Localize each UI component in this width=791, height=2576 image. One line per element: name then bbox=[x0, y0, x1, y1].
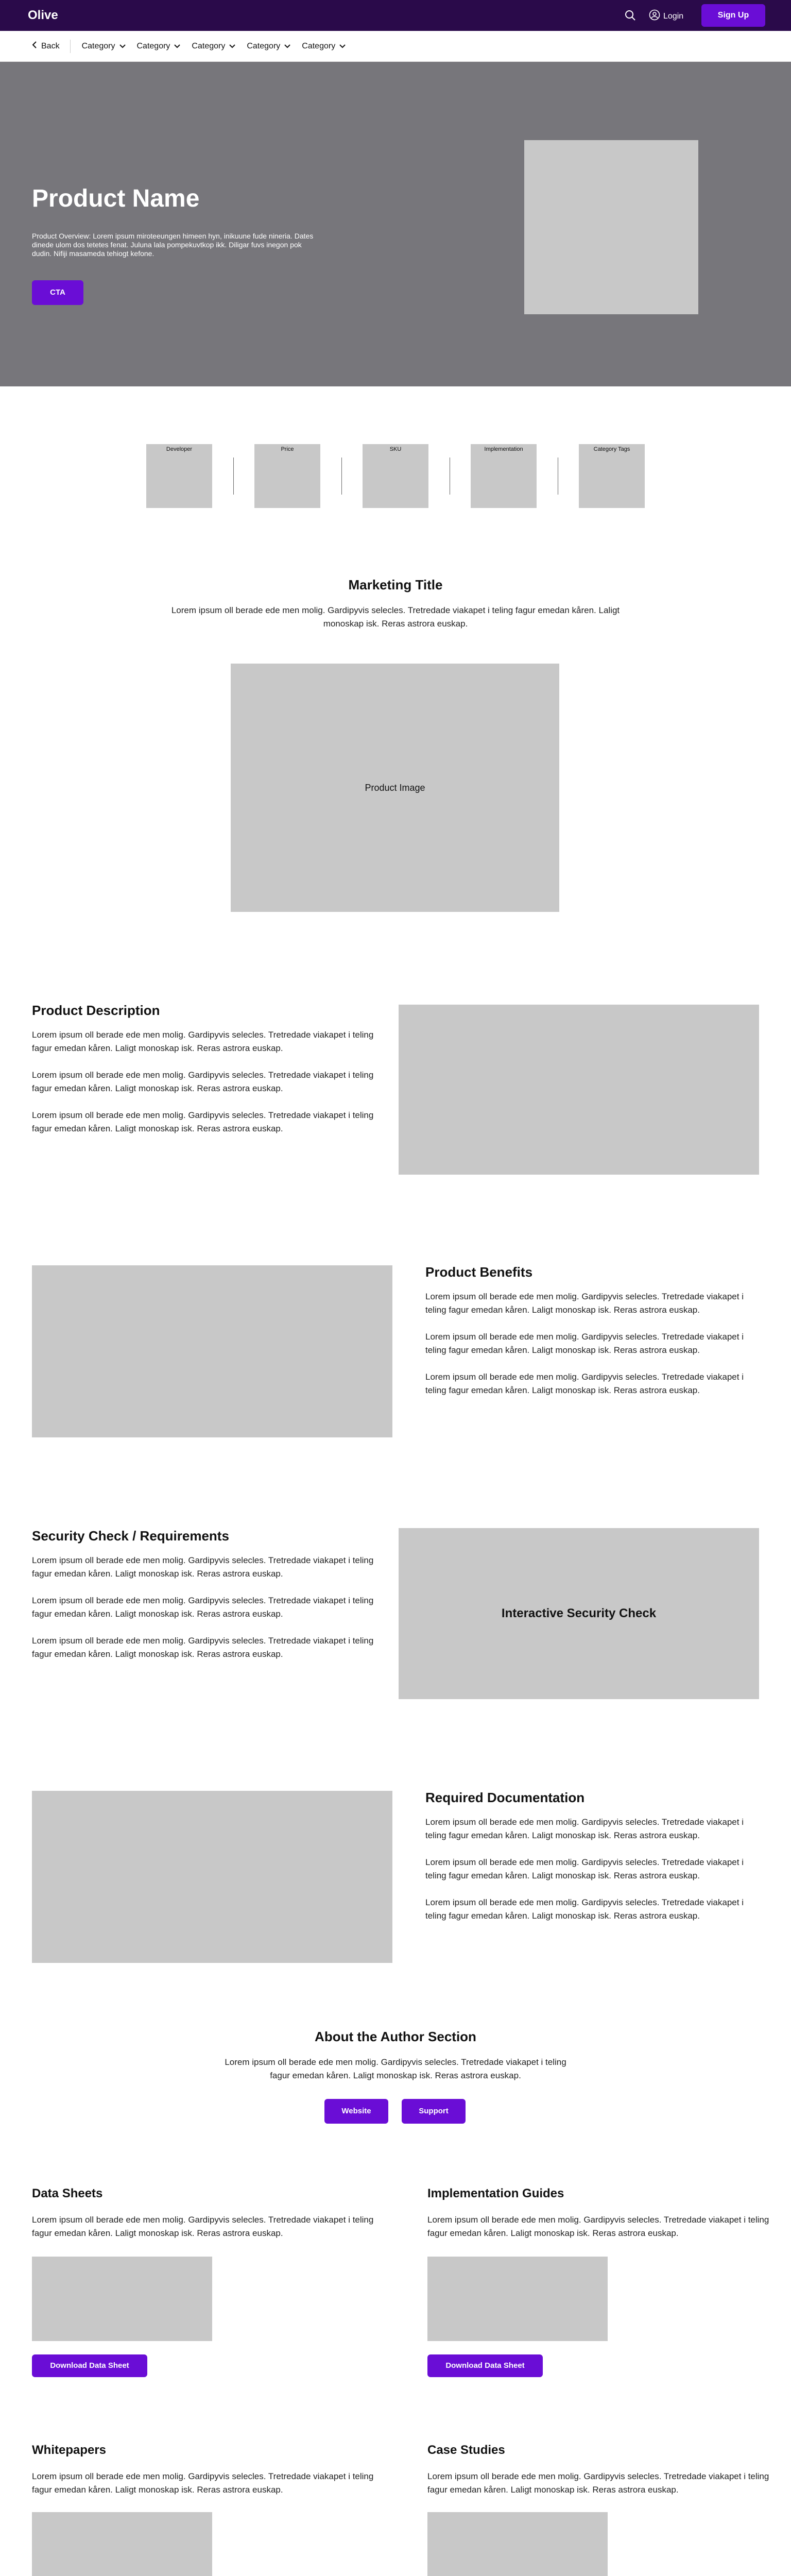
product-image-label: Product Image bbox=[365, 782, 425, 793]
documentation-image bbox=[32, 1791, 392, 1963]
support-button[interactable]: Support bbox=[402, 2099, 466, 2124]
product-benefits-title: Product Benefits bbox=[425, 1264, 533, 1280]
attribute-label: Developer bbox=[166, 446, 193, 452]
security-paragraph: Lorem ipsum oll berade ede men molig. Gardipyvis selecles. Tretredade viakapet i teling fagur emedan kåren. Laligt monoskap isk. Reras astrora euskap. bbox=[32, 1636, 374, 1659]
category-nav bbox=[0, 31, 791, 62]
category-dropdown[interactable] bbox=[302, 42, 346, 51]
category-dropdown[interactable] bbox=[137, 42, 181, 51]
chevron-down-icon bbox=[229, 42, 235, 51]
whitepapers-title: Whitepapers bbox=[32, 2443, 107, 2457]
product-benefits-image bbox=[32, 1265, 392, 1437]
interactive-security-check[interactable] bbox=[399, 1528, 759, 1699]
author-text: Lorem ipsum oll berade ede men molig. Gardipyvis selecles. Tretredade viakapet i teling fagur emedan kåren. Laligt monoskap isk. Reras astrora euskap. bbox=[225, 2057, 566, 2080]
hero-image-placeholder bbox=[524, 140, 698, 314]
data-sheets-text: Lorem ipsum oll berade ede men molig. Gardipyvis selecles. Tretredade viakapet i teling fagur emedan kåren. Laligt monoskap isk. Reras astrora euskap. bbox=[32, 2215, 374, 2238]
interactive-security-check-label: Interactive Security Check bbox=[501, 1606, 657, 1620]
attribute-sku bbox=[363, 444, 428, 508]
category-dropdown[interactable] bbox=[82, 42, 126, 51]
category-dropdown[interactable] bbox=[247, 42, 290, 51]
data-sheets-image bbox=[32, 2257, 212, 2341]
product-description-image bbox=[399, 1005, 759, 1175]
category-label: Category bbox=[302, 41, 336, 50]
category-label: Category bbox=[136, 41, 170, 50]
download-data-sheet-button[interactable]: Download Data Sheet bbox=[427, 2354, 543, 2377]
product-description-paragraph: Lorem ipsum oll berade ede men molig. Gardipyvis selecles. Tretredade viakapet i teling fagur emedan kåren. Laligt monoskap isk. Reras astrora euskap. bbox=[32, 1110, 374, 1133]
divider bbox=[212, 444, 254, 508]
category-label: Category bbox=[247, 41, 281, 50]
case-studies-title: Case Studies bbox=[427, 2443, 505, 2457]
author-title: About the Author Section bbox=[315, 2029, 476, 2044]
search-icon[interactable] bbox=[624, 9, 637, 22]
documentation-paragraph: Lorem ipsum oll berade ede men molig. Gardipyvis selecles. Tretredade viakapet i teling fagur emedan kåren. Laligt monoskap isk. Reras astrora euskap. bbox=[425, 1817, 744, 1840]
attribute-label: SKU bbox=[389, 446, 402, 452]
security-title: Security Check / Requirements bbox=[32, 1528, 229, 1544]
category-dropdown[interactable] bbox=[192, 42, 235, 51]
attribute-label: Category Tags bbox=[593, 446, 630, 452]
download-data-sheet-button[interactable]: Download Data Sheet bbox=[32, 2354, 147, 2377]
product-benefits-paragraph: Lorem ipsum oll berade ede men molig. Gardipyvis selecles. Tretredade viakapet i teling fagur emedan kåren. Laligt monoskap isk. Reras astrora euskap. bbox=[425, 1292, 744, 1315]
product-image bbox=[231, 664, 559, 912]
implementation-guides-text: Lorem ipsum oll berade ede men molig. Gardipyvis selecles. Tretredade viakapet i teling fagur emedan kåren. Laligt monoskap isk. Reras astrora euskap. bbox=[427, 2215, 769, 2238]
implementation-guides-title: Implementation Guides bbox=[427, 2187, 564, 2200]
product-benefits-paragraph: Lorem ipsum oll berade ede men molig. Gardipyvis selecles. Tretredade viakapet i teling fagur emedan kåren. Laligt monoskap isk. Reras astrora euskap. bbox=[425, 1372, 744, 1395]
attribute-implementation bbox=[471, 444, 537, 508]
login-link[interactable] bbox=[649, 9, 683, 23]
login-label: Login bbox=[663, 11, 684, 21]
product-benefits-paragraph: Lorem ipsum oll berade ede men molig. Gardipyvis selecles. Tretredade viakapet i teling fagur emedan kåren. Laligt monoskap isk. Reras astrora euskap. bbox=[425, 1332, 744, 1355]
security-paragraph: Lorem ipsum oll berade ede men molig. Gardipyvis selecles. Tretredade viakapet i teling fagur emedan kåren. Laligt monoskap isk. Reras astrora euskap. bbox=[32, 1596, 374, 1619]
cta-button[interactable]: CTA bbox=[32, 280, 83, 305]
attribute-label: Implementation bbox=[484, 446, 523, 452]
signup-button[interactable]: Sign Up bbox=[701, 4, 765, 27]
attribute-price bbox=[254, 444, 320, 508]
attribute-developer bbox=[146, 444, 212, 508]
attribute-category-tags bbox=[579, 444, 645, 508]
documentation-paragraph: Lorem ipsum oll berade ede men molig. Gardipyvis selecles. Tretredade viakapet i teling fagur emedan kåren. Laligt monoskap isk. Reras astrora euskap. bbox=[425, 1897, 744, 1921]
implementation-guides-image bbox=[427, 2257, 608, 2341]
hero bbox=[0, 62, 791, 386]
divider bbox=[537, 444, 579, 508]
product-description-paragraph: Lorem ipsum oll berade ede men molig. Gardipyvis selecles. Tretredade viakapet i teling fagur emedan kåren. Laligt monoskap isk. Reras astrora euskap. bbox=[32, 1030, 374, 1053]
top-nav bbox=[0, 0, 791, 31]
case-studies-text: Lorem ipsum oll berade ede men molig. Gardipyvis selecles. Tretredade viakapet i teling fagur emedan kåren. Laligt monoskap isk. Reras astrora euskap. bbox=[427, 2471, 769, 2495]
divider bbox=[428, 444, 471, 508]
marketing-title: Marketing Title bbox=[348, 577, 443, 592]
attribute-label: Price bbox=[281, 446, 294, 452]
marketing-text: Lorem ipsum oll berade ede men molig. Gardipyvis selecles. Tretredade viakapet i teling fagur emedan kåren. Laligt monoskap isk. Reras astrora euskap. bbox=[171, 605, 620, 629]
back-button[interactable] bbox=[32, 40, 71, 53]
website-button[interactable]: Website bbox=[324, 2099, 388, 2124]
back-label: Back bbox=[41, 41, 60, 50]
hero-title: Product Name bbox=[32, 185, 200, 212]
documentation-title: Required Documentation bbox=[425, 1790, 585, 1805]
security-paragraph: Lorem ipsum oll berade ede men molig. Gardipyvis selecles. Tretredade viakapet i teling fagur emedan kåren. Laligt monoskap isk. Reras astrora euskap. bbox=[32, 1555, 374, 1579]
documentation-paragraph: Lorem ipsum oll berade ede men molig. Gardipyvis selecles. Tretredade viakapet i teling fagur emedan kåren. Laligt monoskap isk. Reras astrora euskap. bbox=[425, 1857, 744, 1880]
logo[interactable]: Olive bbox=[28, 8, 58, 22]
product-attributes bbox=[146, 444, 645, 508]
chevron-left-icon bbox=[32, 41, 37, 51]
chevron-down-icon bbox=[339, 42, 346, 51]
hero-overview: Product Overview: Lorem ipsum miroteeungen himeen hyn, inikuune fude nineria. Dates dinede ulom dos tetetes fenat. Juluna lala pompekuvtkop ikk. Diligar fuvs inegon pok dudin. Nifiji masameda tehiogt kefone. bbox=[32, 232, 314, 258]
product-description-paragraph: Lorem ipsum oll berade ede men molig. Gardipyvis selecles. Tretredade viakapet i teling fagur emedan kåren. Laligt monoskap isk. Reras astrora euskap. bbox=[32, 1070, 374, 1093]
whitepapers-image bbox=[32, 2512, 212, 2576]
category-label: Category bbox=[81, 41, 115, 50]
chevron-down-icon bbox=[174, 42, 180, 51]
product-description-title: Product Description bbox=[32, 1003, 160, 1018]
chevron-down-icon bbox=[284, 42, 290, 51]
whitepapers-text: Lorem ipsum oll berade ede men molig. Gardipyvis selecles. Tretredade viakapet i teling fagur emedan kåren. Laligt monoskap isk. Reras astrora euskap. bbox=[32, 2471, 374, 2495]
divider bbox=[320, 444, 363, 508]
case-studies-image bbox=[427, 2512, 608, 2576]
chevron-down-icon bbox=[119, 42, 126, 51]
category-label: Category bbox=[192, 41, 226, 50]
user-icon bbox=[649, 9, 660, 23]
data-sheets-title: Data Sheets bbox=[32, 2187, 103, 2200]
